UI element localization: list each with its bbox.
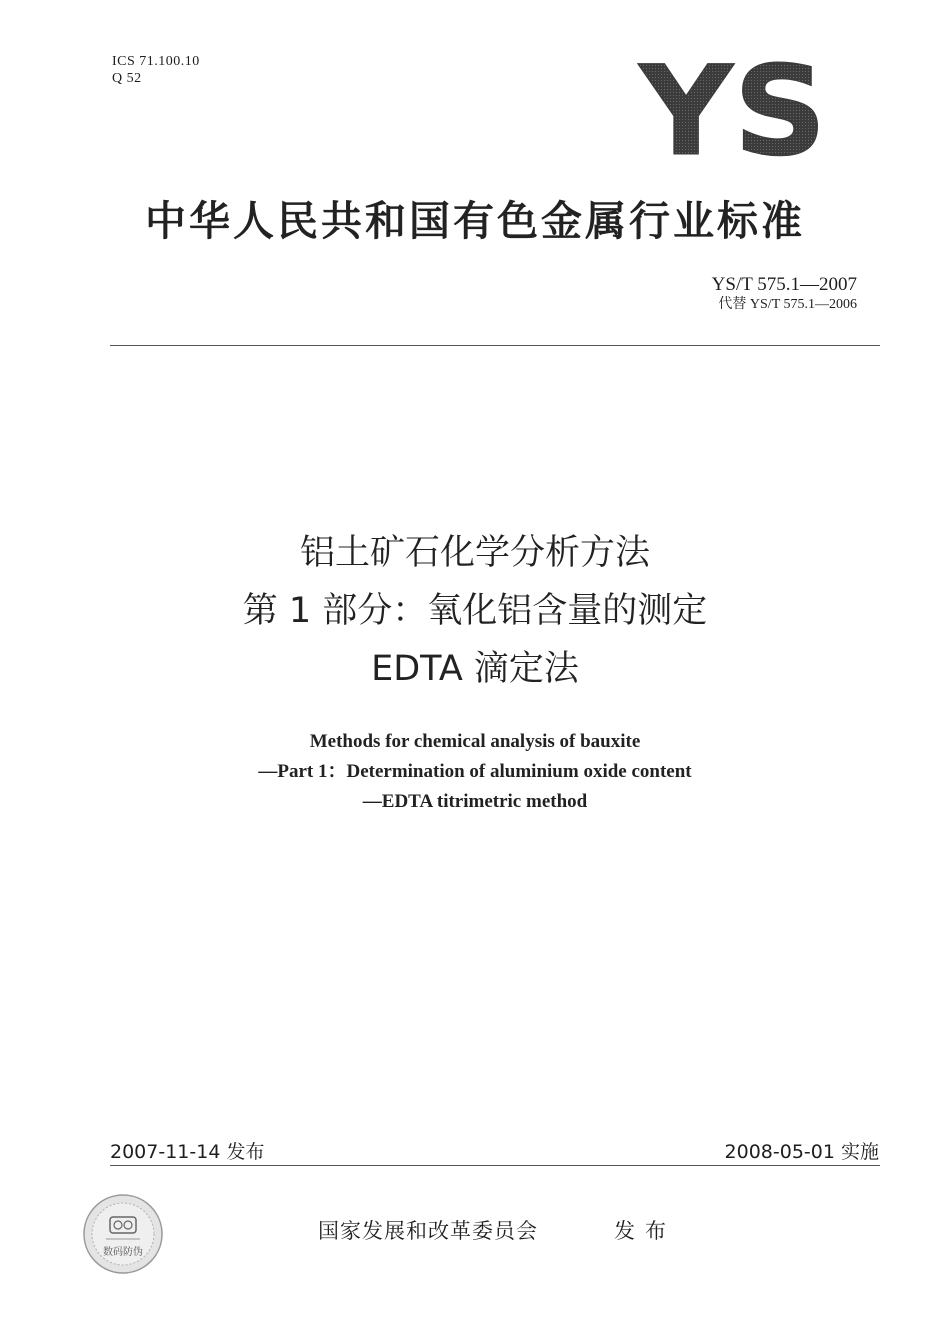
header-divider [110, 345, 880, 346]
standard-number-block [712, 274, 857, 314]
chinese-title [0, 524, 950, 698]
ics-code: ICS 71.100.10 [112, 54, 200, 69]
org-title: 中华人民共和国有色金属行业标准 [145, 197, 805, 245]
seal-text: 数码防伪 [103, 1247, 143, 1258]
issuing-authority: 国家发展和改革委员会 [318, 1219, 538, 1243]
ys-logo-text: YS [636, 58, 827, 158]
ccs-code: Q 52 [112, 71, 142, 86]
replaces-standard: 代替 YS/T 575.1—2006 [718, 297, 857, 312]
english-title-line-3: —EDTA titrimetric method [362, 791, 588, 812]
footer-divider [110, 1165, 880, 1166]
chinese-title-line-3: EDTA 滴定法 [371, 649, 579, 689]
classification-codes [112, 53, 200, 87]
issue-date: 2007-11-14 发布 [110, 1141, 265, 1163]
chinese-title-line-1: 铝土矿石化学分析方法 [299, 533, 650, 573]
chinese-title-line-2: 第 1 部分：氧化铝含量的测定 [242, 591, 708, 631]
implementation-date: 2008-05-01 实施 [724, 1141, 879, 1163]
ys-logo [636, 58, 830, 158]
english-title-line-1: Methods for chemical analysis of bauxite [309, 731, 641, 752]
english-title-line-2: —Part 1：Determination of aluminium oxide content [258, 761, 692, 782]
english-title [0, 727, 950, 817]
standard-number: YS/T 575.1—2007 [711, 274, 857, 295]
publish-label: 发布 [614, 1219, 676, 1243]
anti-counterfeit-seal-icon [82, 1193, 164, 1275]
